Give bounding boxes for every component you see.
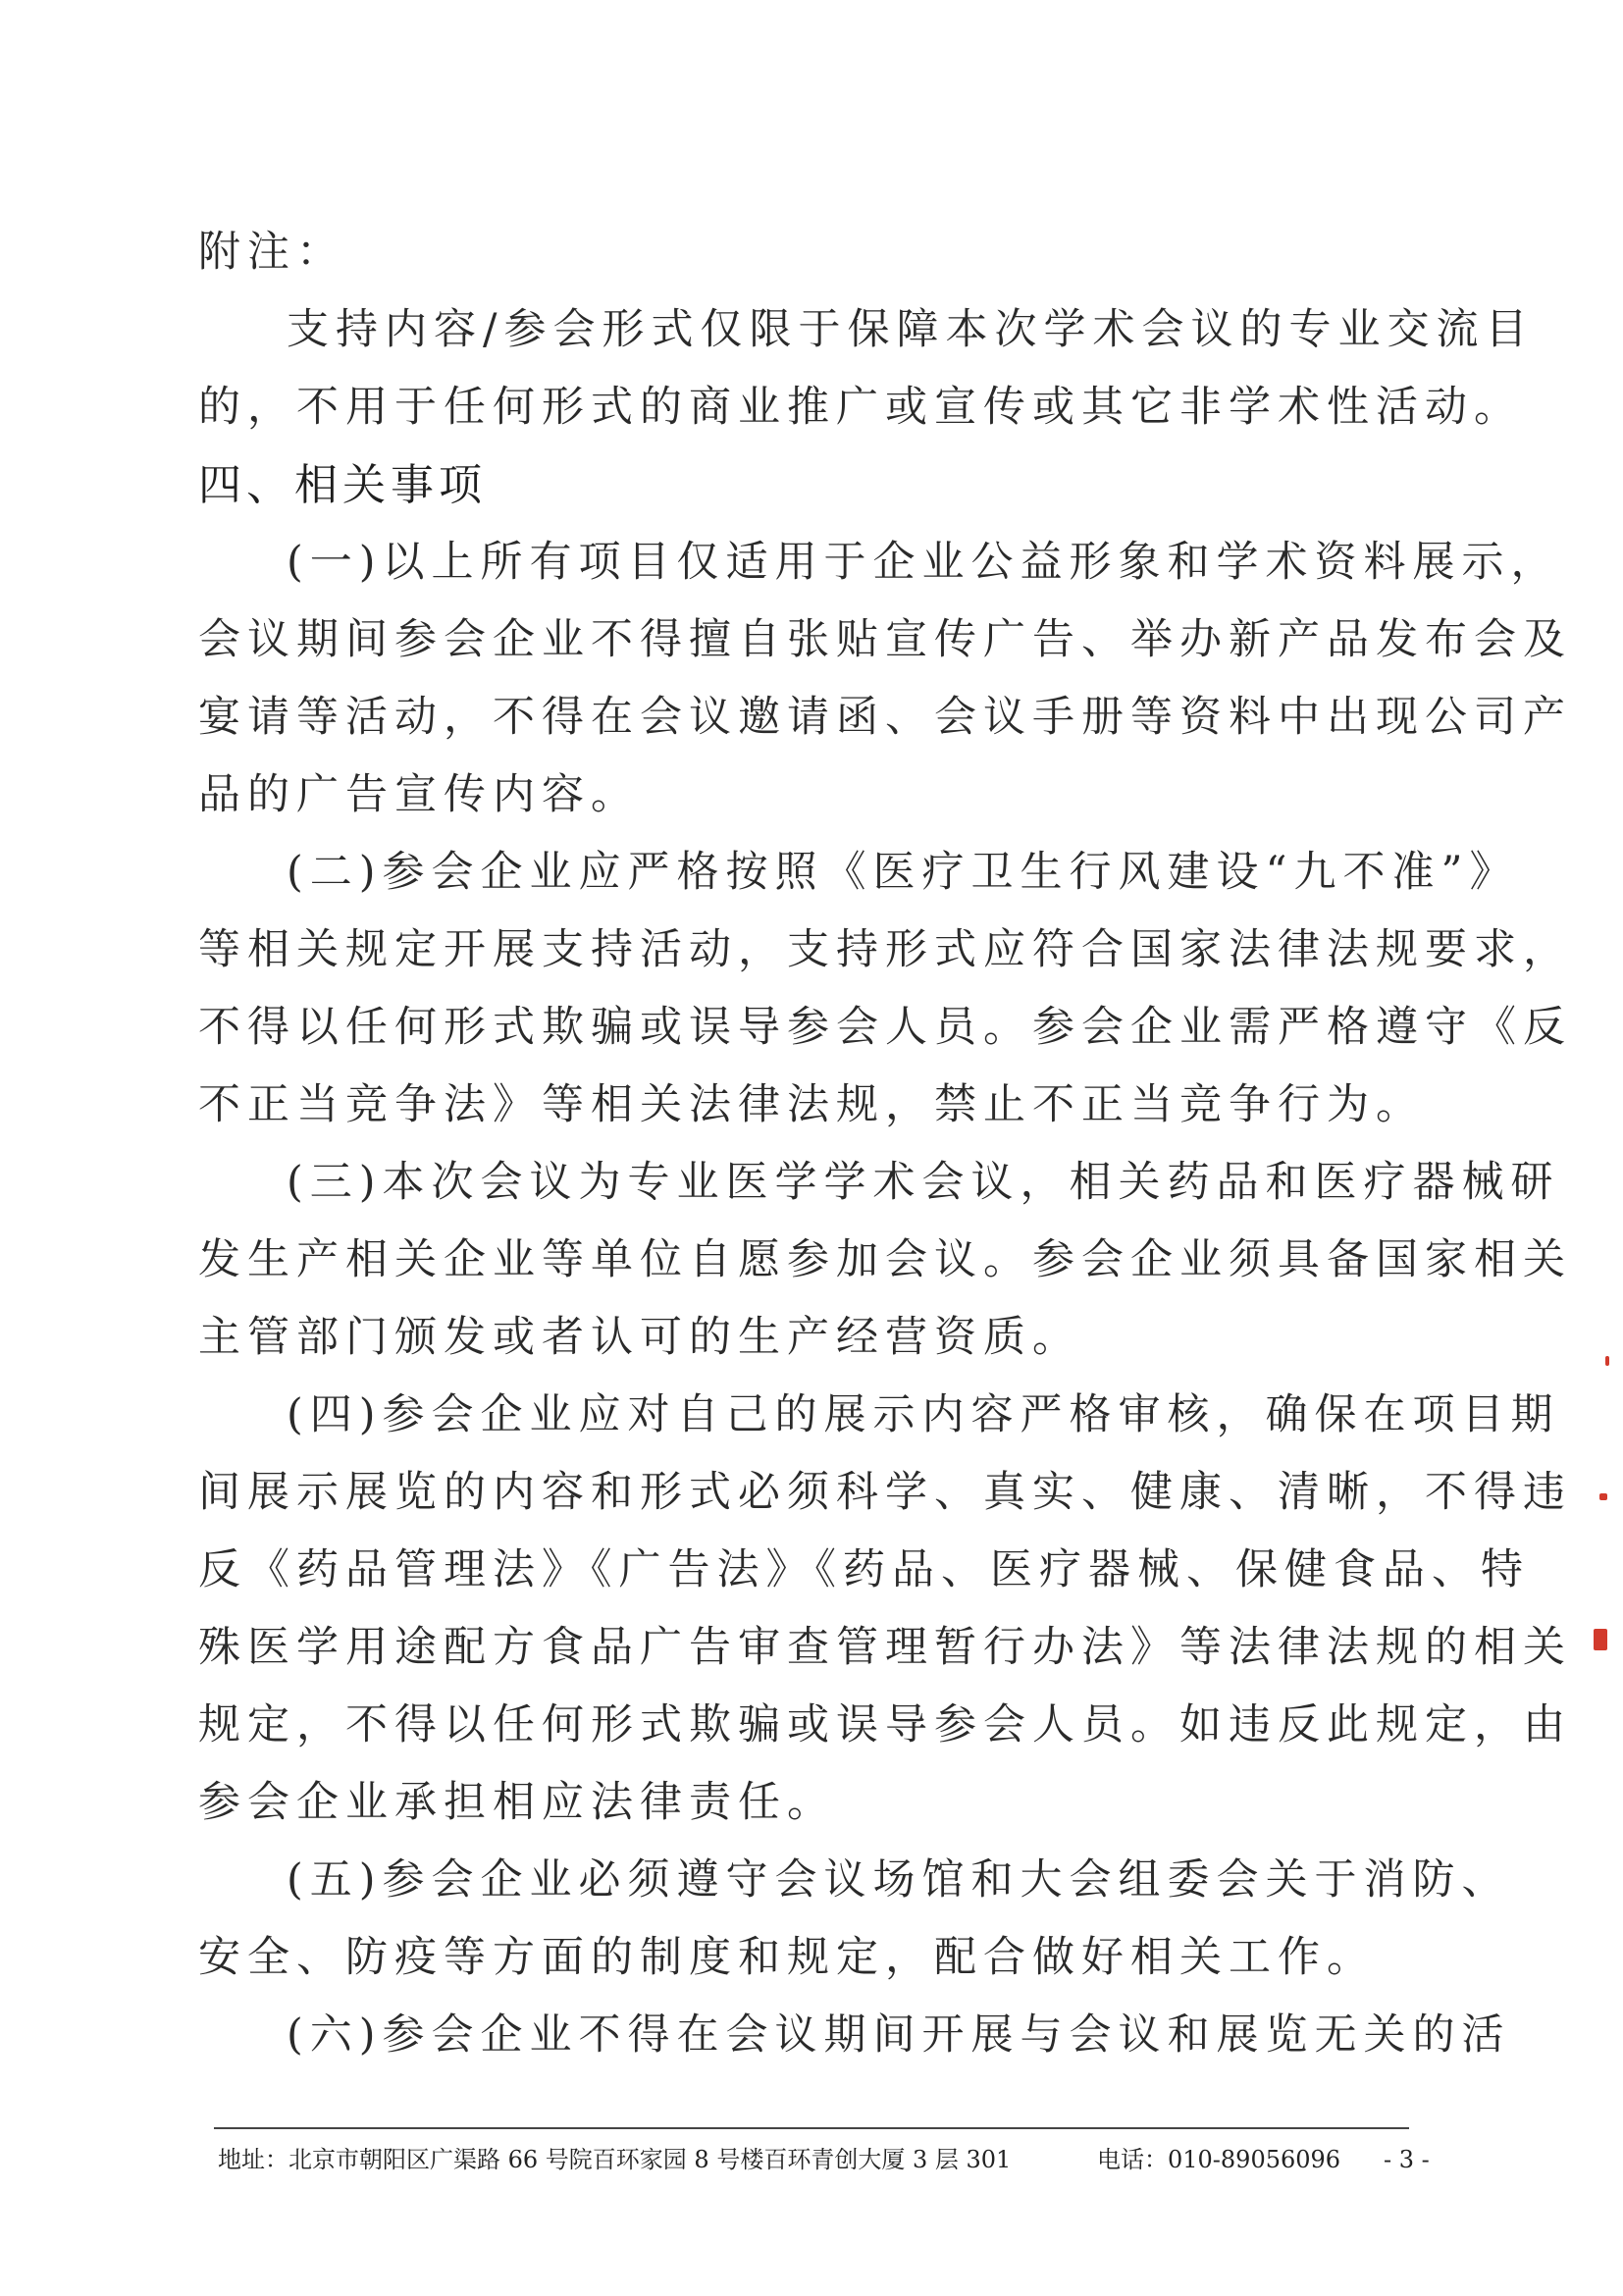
seal-edge-mark — [1594, 1629, 1607, 1650]
paragraph-line: 品的广告宣传内容。 — [198, 770, 640, 819]
footer-divider — [214, 2127, 1409, 2129]
paragraph-line: 主管部门颁发或者认可的生产经营资质。 — [198, 1313, 1081, 1362]
paragraph-line: 间展示展览的内容和形式必须科学、真实、健康、清晰，不得违 — [198, 1468, 1572, 1517]
paragraph-line: 参会企业承担相应法律责任。 — [198, 1778, 836, 1827]
note-line: 支持内容/参会形式仅限于保障本次学术会议的专业交流目 — [287, 305, 1535, 354]
paragraph-line: 反《药品管理法》《广告法》《药品、医疗器械、保健食品、特 — [198, 1545, 1530, 1594]
paragraph-line: 不得以任何形式欺骗或误导参会人员。参会企业需严格遵守《反 — [198, 1003, 1572, 1052]
note-label: 附注： — [198, 228, 345, 277]
paragraph-line: 殊医学用途配方食品广告审查管理暂行办法》等法律法规的相关 — [198, 1623, 1572, 1672]
paragraph-item-6 — [198, 1997, 1511, 2074]
paragraph-line: 会议期间参会企业不得擅自张贴宣传广告、举办新产品发布会及 — [198, 615, 1572, 664]
paragraph-line: (二)参会企业应严格按照《医疗卫生行风建设“九不准”》 — [287, 848, 1519, 897]
document-body — [198, 214, 1572, 2074]
page-number: - 3 - — [1384, 2146, 1430, 2173]
paragraph-line: (三)本次会议为专业医学学术会议，相关药品和医疗器械研 — [287, 1158, 1560, 1207]
paragraph-line: 安全、防疫等方面的制度和规定，配合做好相关工作。 — [198, 1933, 1376, 1982]
seal-edge-mark — [1605, 1356, 1609, 1366]
page-footer — [218, 2140, 1435, 2179]
paragraph-item-4 — [198, 1377, 1572, 1842]
paragraph-line: 不正当竞争法》等相关法律法规，禁止不正当竞争行为。 — [198, 1080, 1425, 1129]
paragraph-line: 发生产相关企业等单位自愿参加会议。参会企业须具备国家相关 — [198, 1235, 1572, 1284]
paragraph-line: (六)参会企业不得在会议期间开展与会议和展览无关的活 — [287, 2010, 1511, 2060]
paragraph-line: (一)以上所有项目仅适用于企业公益形象和学术资料展示， — [287, 538, 1560, 587]
paragraph-line: 宴请等活动，不得在会议邀请函、会议手册等资料中出现公司产 — [198, 693, 1572, 742]
paragraph-item-5 — [198, 1842, 1511, 1997]
paragraph-line: (五)参会企业必须遵守会议场馆和大会组委会关于消防、 — [287, 1855, 1511, 1905]
paragraph-line: 规定，不得以任何形式欺骗或误导参会人员。如违反此规定，由 — [198, 1700, 1572, 1749]
paragraph-item-3 — [198, 1144, 1572, 1377]
paragraph-item-2 — [198, 834, 1572, 1144]
paragraph-line: 等相关规定开展支持活动，支持形式应符合国家法律法规要求， — [198, 925, 1572, 974]
footer-phone: 电话：010-89056096 — [1097, 2146, 1341, 2173]
note-line: 的，不用于任何形式的商业推广或宣传或其它非学术性活动。 — [198, 383, 1523, 432]
paragraph-item-1 — [198, 524, 1572, 834]
footer-address: 地址：北京市朝阳区广渠路 66 号院百环家园 8 号楼百环青创大厦 3 层 301 — [218, 2146, 1012, 2173]
seal-edge-mark — [1599, 1493, 1607, 1500]
section-heading: 四、相关事项 — [198, 460, 487, 510]
paragraph-line: (四)参会企业应对自己的展示内容严格审核，确保在项目期 — [287, 1390, 1560, 1439]
